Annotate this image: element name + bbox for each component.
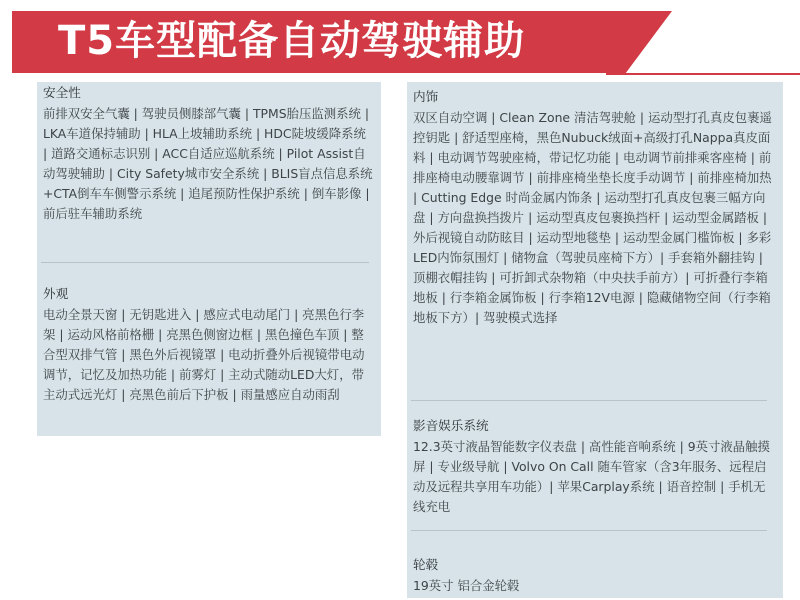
left-divider (41, 262, 369, 263)
exterior-section (37, 285, 381, 405)
wheels-title: 轮毂 (413, 557, 439, 572)
interior-body: 双区自动空调 | Clean Zone 清洁驾驶舱 | 运动型打孔真皮包裹遥控钥匙 | 舒适型座椅，黑色Nubuck绒面+高级打孔Nappa真皮面料 | 电动调节驾驶座椅，带记忆功能 | 电动调节前排乘客座椅 | 前排座椅电动腰靠调节 | 前排座椅坐垫长度手动调节 | 前排座椅加热 | Cutting Edge 时尚金属内饰条 | 运动型打孔真皮包裹三幅方向盘 | 方向盘换挡拨片 | 运动型真皮包裹换挡杆 | 运动型金属踏板 | 外后视镜自动防眩目 | 运动型地毯垫 | 运动型金属门槛饰板 | 多彩LED内饰氛围灯 | 储物盒（驾驶员座椅下方）| 手套箱外翻挂钩 | 顶棚衣帽挂钩 | 可折卸式杂物箱（中央扶手前方）| 可折叠行李箱地板 | 行李箱金属饰板 | 行李箱12V电源 | 隐藏储物空间（行李箱地板下方）| 驾驶模式选择 (413, 110, 772, 325)
exterior-title: 外观 (43, 286, 69, 301)
infotainment-body: 12.3英寸液晶智能数字仪表盘 | 高性能音响系统 | 9英寸液晶触摸屏 | 专业级导航 | Volvo On Call 随车管家（含3年服务、远程启动及远程共享用车功能）| 苹果Carplay系统 | 语音控制 | 手机无线充电 (413, 439, 770, 514)
right-divider-2 (411, 530, 767, 531)
header-banner (0, 0, 800, 80)
right-divider-1 (411, 400, 767, 401)
exterior-body: 电动全景天窗 | 无钥匙进入 | 感应式电动尾门 | 亮黑色行李架 | 运动风格前格栅 | 亮黑色侧窗边框 | 黑色撞色车顶 | 整合型双排气管 | 黑色外后视镜罩 | 电动折叠外后视镜带电动调节，记忆及加热功能 | 前雾灯 | 主动式随动LED大灯，带主动式远光灯 | 亮黑色前后下护板 | 雨量感应自动雨刮 (43, 307, 365, 402)
wheels-section (407, 556, 783, 596)
interior-title: 内饰 (413, 89, 439, 104)
right-spec-panel (407, 82, 783, 598)
safety-body: 前排双安全气囊 | 驾驶员侧膝部气囊 | TPMS胎压监测系统 | LKA车道保持辅助 | HLA上坡辅助系统 | HDC陡坡缓降系统 | 道路交通标志识别 | ACC自适应巡航系统 | Pilot Assist自动驾驶辅助 | City Safety城市安全系统 | BLIS盲点信息系统+CTA倒车车侧警示系统 | 追尾预防性保护系统 | 倒车影像 | 前后驻车辅助系统 (43, 106, 373, 221)
infotainment-title: 影音娱乐系统 (413, 418, 489, 433)
wheels-body: 19英寸 铝合金轮毂 (413, 578, 520, 593)
interior-section (407, 88, 783, 328)
infotainment-section (407, 417, 783, 517)
safety-title: 安全性 (43, 85, 81, 100)
safety-section (37, 84, 381, 224)
banner-rule-line (606, 73, 800, 75)
left-spec-panel (37, 82, 381, 436)
page-title: T5车型配备自动驾驶辅助 (58, 18, 526, 64)
